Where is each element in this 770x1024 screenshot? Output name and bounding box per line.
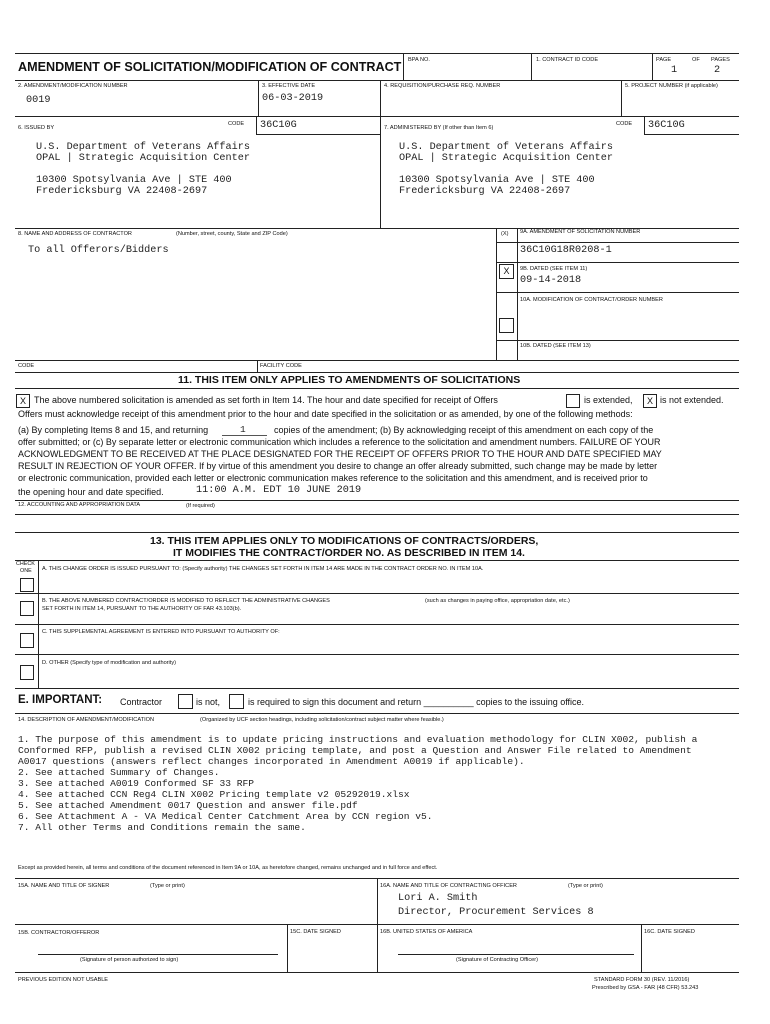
item10a-label: 10A. MODIFICATION OF CONTRACT/ORDER NUMBER [520,297,663,303]
item11-text: ACKNOWLEDGMENT TO BE RECEIVED AT THE PLACE DESIGNATED FOR THE RECEIPT OF OFFERS PRIOR TO THE HOUR AND DATE SPECIFIED MAY [18,449,662,459]
admin-line: OPAL | Strategic Acquisition Center [399,153,613,164]
item7-label: 7. ADMINISTERED BY (If other than Item 6) [384,125,494,131]
description-line: Conformed RFP, publish a revised CLIN X002 pricing template, and post a Question and Answer File related to Amendment [18,745,692,756]
not-extended-checkbox[interactable]: X [643,394,657,408]
rule [15,593,739,594]
issued-by-code: 36C10G [260,120,297,131]
code-bottom-label: CODE [18,363,35,369]
is-required-label: is required to sign this document and return __________ copies to the issuing office. [248,697,585,707]
rule [496,262,739,263]
officer-title: Director, Procurement Services 8 [398,907,594,918]
signature-line [38,954,278,955]
copies-value: 1 [240,424,246,435]
solicitation-date: 09-14-2018 [520,275,582,286]
issuer-line: Fredericksburg VA 22408-2697 [36,186,208,197]
item11-text: RESULT IN REJECTION OF YOUR OFFER. If by virtue of this amendment you desire to change an offer already submitted, such change may be made by letter [18,461,658,471]
form-top-border [15,53,739,54]
rule [15,713,739,714]
rule [15,372,739,373]
item15a-label: 15A. NAME AND TITLE OF SIGNER [18,883,110,889]
rule [644,134,739,135]
item2-label: 2. AMENDMENT/MODIFICATION NUMBER [18,83,128,89]
item5-label: 5. PROJECT NUMBER (if applicable) [625,83,718,89]
rule [15,80,739,81]
page-number: 1 [671,65,678,76]
previous-edition-note: PREVIOUS EDITION NOT USABLE [18,977,109,983]
standard-form-label: STANDARD FORM 30 (REV. 11/2016) [594,977,690,983]
contractor-name: To all Offerors/Bidders [28,245,169,256]
admin-line: 10300 Spotsylvania Ave | STE 400 [399,175,595,186]
item16b-label: 16B. UNITED STATES OF AMERICA [380,929,473,935]
divider [380,80,381,228]
rule [15,560,739,561]
important-label: E. IMPORTANT: [18,694,103,706]
extended-checkbox[interactable] [566,394,580,408]
description-line: 6. See Attachment A - VA Medical Center Catchment Area by CCN region v5. [18,811,433,822]
item14-sub: (Organized by UCF section headings, including solicitation/contract subject matter where feasible.) [200,717,444,723]
item13a-checkbox[interactable] [20,578,34,592]
divider [403,53,404,80]
item10b-label: 10B. DATED (SEE ITEM 13) [520,343,591,349]
item15b-label: 15B. CONTRACTOR/OFFEROR [18,930,100,936]
effective-date: 06-03-2019 [262,93,324,104]
divider [38,560,39,688]
issuer-line: OPAL | Strategic Acquisition Center [36,153,250,164]
item9a-label: 9A. AMENDMENT OF SOLICITATION NUMBER [520,229,641,235]
item13-title: IT MODIFIES THE CONTRACT/ORDER NO. AS DESCRIBED IN ITEM 14. [173,547,525,559]
description-line: 2. See attached Summary of Changes. [18,767,220,778]
item11-title: 11. THIS ITEM ONLY APPLIES TO AMENDMENTS OF SOLICITATIONS [178,374,521,386]
admin-line: Fredericksburg VA 22408-2697 [399,186,571,197]
item16a-label: 16A. NAME AND TITLE OF CONTRACTING OFFICER [380,883,517,889]
divider [258,80,259,116]
description-line: 5. See attached Amendment 0017 Question and answer file.pdf [18,800,358,811]
copies-blank [222,435,267,436]
item13c-text: C. THIS SUPPLEMENTAL AGREEMENT IS ENTERED INTO PURSUANT TO AUTHORITY OF: [42,629,280,635]
signature-line [398,954,634,955]
rule [15,624,739,625]
issuer-line: 10300 Spotsylvania Ave | STE 400 [36,175,232,186]
opening-date: 11:00 A.M. EDT 10 JUNE 2019 [196,485,362,496]
divider [287,924,288,972]
code-label: CODE [228,121,245,127]
divider [256,116,257,134]
rule [496,292,739,293]
item13b-sub: (such as changes in paying office, appropriation date, etc.) [425,598,570,604]
check-one-label: ONE [20,568,32,574]
item11-text: the opening hour and date specified. [18,487,164,497]
item11-text: (a) By completing Items 8 and 15, and returning [18,425,209,435]
item12-label: 12. ACCOUNTING AND APPROPRIATION DATA [18,502,141,508]
pages-total: 2 [714,65,721,76]
check-one-label: CHECK [16,561,35,567]
item12-sub: (If required) [186,503,215,509]
item13d-text: D. OTHER (Specify type of modification and authority) [42,660,176,666]
issuer-line: U.S. Department of Veterans Affairs [36,142,250,153]
item16c-label: 16C. DATE SIGNED [644,929,695,935]
item13d-checkbox[interactable] [20,665,34,680]
type-or-print: (Type or print) [150,883,185,889]
item13a-text: A. THIS CHANGE ORDER IS ISSUED PURSUANT TO: (Specify authority) THE CHANGES SET FORTH IN ITEM 14 ARE MADE IN THE CONTRACT ORDER NO. IN ITEM 10A. [42,566,484,572]
form-bottom-border [15,972,739,973]
item13b-checkbox[interactable] [20,601,34,616]
of-label: OF [692,57,700,63]
item11-text: Offers must acknowledge receipt of this amendment prior to the hour and date specified in the solicitation or as amended, by one of the following methods: [18,409,633,419]
prescribed-label: Prescribed by GSA - FAR (48 CFR) 53.243 [592,985,699,991]
item15c-label: 15C. DATE SIGNED [290,929,341,935]
administered-by-code: 36C10G [648,120,685,131]
rule [15,688,739,689]
item4-label: 4. REQUISITION/PURCHASE REQ. NUMBER [384,83,501,89]
is-not-checkbox[interactable] [178,694,193,709]
solicitation-number: 36C10G18R0208-1 [520,245,612,256]
is-not-label: is not, [196,697,221,707]
item6-label: 6. ISSUED BY [18,125,55,131]
divider [377,878,378,972]
item13b-text: SET FORTH IN ITEM 14, PURSUANT TO THE AUTHORITY OF FAR 43.103(b). [42,606,242,612]
item14-label: 14. DESCRIPTION OF AMENDMENT/MODIFICATION [18,717,155,723]
form-title: AMENDMENT OF SOLICITATION/MODIFICATION OF CONTRACT [18,60,402,74]
rule [15,514,739,515]
admin-line: U.S. Department of Veterans Affairs [399,142,613,153]
rule [15,500,739,501]
rule [496,340,739,341]
amendment-number: 0019 [26,95,51,106]
bpa-label: BPA NO. [408,57,430,63]
rule [15,388,739,389]
item3-label: 3. EFFECTIVE DATE [262,83,316,89]
rule [256,134,380,135]
pages-label: PAGES [711,57,730,63]
divider [257,360,258,372]
item13c-checkbox[interactable] [20,633,34,648]
type-or-print: (Type or print) [568,883,603,889]
description-line: A0017 questions (answers reflect changes incorporated in Amendment A0019 if applicable). [18,756,525,767]
x-label: (X) [501,231,509,237]
divider [644,116,645,134]
facility-code-label: FACILITY CODE [260,363,302,369]
item11-text: offer submitted; or (c) By separate letter or electronic communication which includes a reference to the solicitation and amendment numbers. FAILURE OF YOUR [18,437,661,447]
signature-person-label: (Signature of person authorized to sign) [80,957,179,963]
is-required-checkbox[interactable] [229,694,244,709]
description-line: 4. See attached CCN Reg4 CLIN X002 Pricing template v2 05292019.xlsx [18,789,410,800]
rule [15,532,739,533]
item10-checkbox[interactable] [499,318,514,333]
item13-title: 13. THIS ITEM APPLIES ONLY TO MODIFICATIONS OF CONTRACTS/ORDERS, [150,535,539,547]
item9-checkbox[interactable]: X [499,264,514,279]
description-line: 1. The purpose of this amendment is to update pricing instructions and evaluation methodology for CLIN X002, publish a [18,734,698,745]
contractor-label: Contractor [120,697,163,707]
rule [15,654,739,655]
description-line: 7. All other Terms and Conditions remain the same. [18,822,306,833]
item13b-text: B. THE ABOVE NUMBERED CONTRACT/ORDER IS MODIFIED TO REFLECT THE ADMINISTRATIVE CHANGES [42,598,330,604]
item11-text: copies of the amendment; (b) By acknowledging receipt of this amendment on each copy of the [274,425,654,435]
item11-checkbox[interactable]: X [16,394,30,408]
item9b-label: 9B. DATED (SEE ITEM 11) [520,266,588,272]
item11-text: or electronic communication, provided each letter or electronic communication makes reference to the solicitation and this amendment, and is received prior to [18,473,648,483]
rule [496,242,739,243]
description-line: 3. See attached A0019 Conformed SF 33 RFP [18,778,255,789]
item8-sub: (Number, street, county, State and ZIP Code) [176,231,288,237]
divider [641,924,642,972]
divider [652,53,653,80]
except-text: Except as provided herein, all terms and conditions of the document referenced in Item 9A or 10A, as heretofore changed, remains unchanged and in full force and effect. [18,865,438,871]
rule [15,116,739,117]
item11-text: The above numbered solicitation is amended as set forth in Item 14. The hour and date specified for receipt of Offers [34,395,498,405]
divider [531,53,532,80]
code-label: CODE [616,121,633,127]
item8-label: 8. NAME AND ADDRESS OF CONTRACTOR [18,231,132,237]
contract-id-label: 1. CONTRACT ID CODE [536,57,599,63]
page-label: PAGE [656,57,672,63]
officer-name: Lori A. Smith [398,893,478,904]
signature-officer-label: (Signature of Contracting Officer) [456,957,538,963]
rule [15,360,739,361]
not-extended-label: is not extended. [660,395,724,405]
extended-label: is extended, [584,395,633,405]
divider [621,80,622,116]
